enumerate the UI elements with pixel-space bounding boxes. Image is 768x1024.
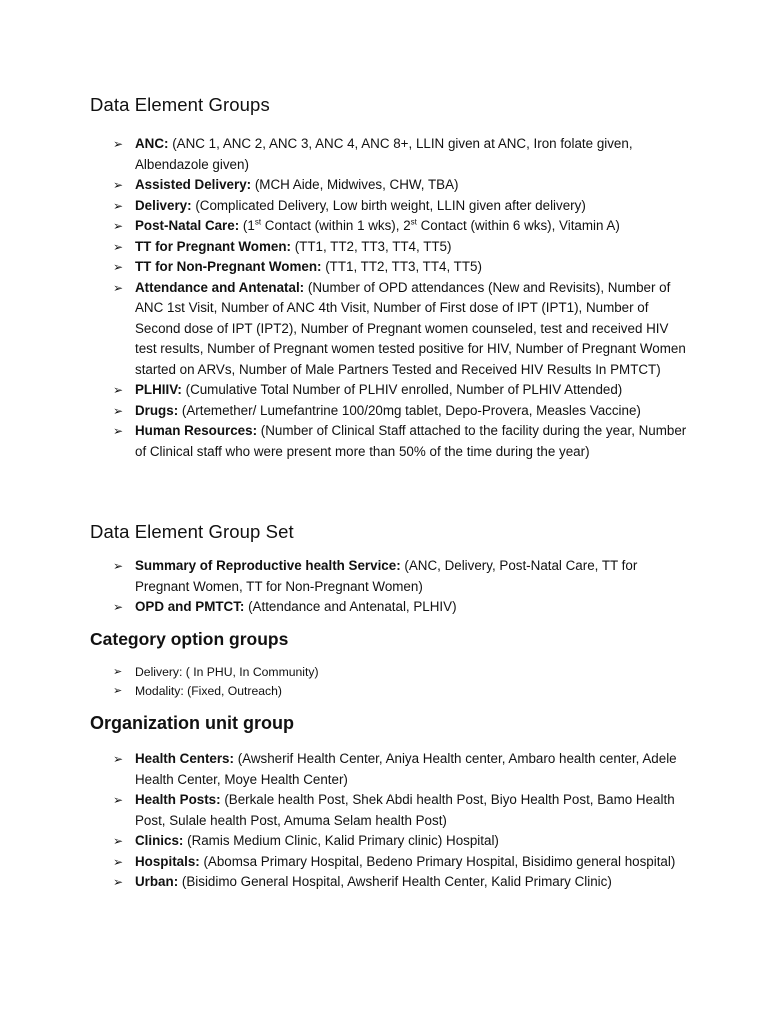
section-category-option-groups [90,629,690,701]
item-name: ANC: [135,136,169,151]
list-item [90,216,690,237]
list-item [90,237,690,258]
arrow-bullet-icon: ➢ [113,752,124,766]
item-name: TT for Non-Pregnant Women: [135,259,322,274]
item-desc: (TT1, TT2, TT3, TT4, TT5) [294,238,452,254]
item-desc: (Ramis Medium Clinic, Kalid Primary clinic) Hospital) [187,833,499,848]
arrow-bullet-icon: ➢ [113,280,124,295]
list-item [90,278,690,381]
heading-organization-unit-group: Organization unit group [90,713,294,733]
item-desc: (Artemether/ Lumefantrine 100/20mg tablet, Depo-Provera, Measles Vaccine) [181,402,641,418]
item-desc-part: Contact (within 6 wks), Vitamin A) [416,218,620,233]
superscript: st [254,217,262,227]
item-name: Hospitals: [135,853,200,869]
item-name: OPD and PMTCT: [135,599,245,614]
arrow-bullet-icon: ➢ [113,793,124,807]
list-item [90,682,690,701]
item-desc: (TT1, TT2, TT3, TT4, TT5) [325,259,482,274]
item-name: Attendance and Antenatal: [135,279,305,295]
arrow-bullet-icon: ➢ [113,685,123,697]
item-desc: (ANC, Delivery, Post-Natal Care, TT for Pregnant Women, TT for Non-Pregnant Women) [135,558,638,594]
item-name: Urban: [135,874,179,889]
arrow-bullet-icon: ➢ [113,559,124,573]
item-name: Summary of Reproductive health Service: [135,558,401,573]
item-name: Human Resources: [135,423,258,438]
arrow-bullet-icon: ➢ [113,666,123,678]
item-desc-part: Contact (within 1 wks), 2 [261,218,411,233]
item-desc: (Number of Clinical Staff attached to the facility during the year, Number of Clinical staff who were present more than 50% of the time during the year) [135,423,687,459]
arrow-bullet-icon: ➢ [113,198,124,213]
item-desc: (ANC 1, ANC 2, ANC 3, ANC 4, ANC 8+, LLIN given at ANC, Iron folate given, Albendazole given) [135,136,633,172]
list-item [90,831,690,852]
arrow-bullet-icon: ➢ [113,424,124,438]
item-name: PLHIIV: [135,382,182,397]
list-item [90,749,690,790]
item-desc: (Abomsa Primary Hospital, Bedeno Primary Hospital, Bisidimo general hospital) [203,853,676,869]
item-desc: (Cumulative Total Number of PLHIV enrolled, Number of PLHIV Attended) [185,382,623,397]
arrow-bullet-icon: ➢ [113,260,124,274]
arrow-bullet-icon: ➢ [113,239,124,254]
item-text: Delivery: ( In PHU, In Community) [135,665,319,679]
heading-data-element-groups: Data Element Groups [90,94,270,115]
list-item [90,257,690,278]
arrow-bullet-icon: ➢ [113,854,124,869]
item-desc-part: (1 [242,218,255,233]
list-item [90,556,690,597]
arrow-bullet-icon: ➢ [113,834,124,848]
list-item [90,196,690,217]
list-item [90,663,690,682]
section-organization-unit-group [90,713,690,893]
item-name: Post-Natal Care: [135,218,240,233]
list-item [90,790,690,831]
list-item [90,597,690,618]
item-name: TT for Pregnant Women: [135,238,291,254]
list-item [90,175,690,196]
list-item [90,401,690,422]
item-desc: (Awsherif Health Center, Aniya Health center, Ambaro health center, Adele Health Center, Moye Health Center) [135,751,677,787]
item-name: Clinics: [135,833,184,848]
item-desc: (Bisidimo General Hospital, Awsherif Health Center, Kalid Primary Clinic) [181,874,612,889]
item-name: Assisted Delivery: [135,177,252,192]
arrow-bullet-icon: ➢ [113,383,124,397]
section-data-element-group-set [90,521,690,618]
item-name: Drugs: [135,402,179,418]
arrow-bullet-icon: ➢ [113,137,124,151]
list-item [90,852,690,873]
section-data-element-groups [90,94,690,462]
arrow-bullet-icon: ➢ [113,178,124,192]
list-data-element-groups [90,134,690,462]
heading-data-element-group-set: Data Element Group Set [90,521,294,542]
item-text: Modality: (Fixed, Outreach) [135,684,282,698]
list-item [90,380,690,401]
list-item [90,134,690,175]
list-organization-unit-group [90,749,690,893]
item-desc: (Complicated Delivery, Low birth weight, LLIN given after delivery) [195,197,586,213]
list-item [90,872,690,893]
list-category-option-groups [90,663,690,701]
item-desc: (Number of OPD attendances (New and Revisits), Number of ANC 1st Visit, Number of ANC 4th Visit, Number of First dose of IPT (IPT1), Number of Second dose of IPT (IPT2), Number of Pregnant women counseled, test and received HIV test results, Number of Pregnant women tested positive for HIV, Number of Pregnant Women started on ARVs, Number of Male Partners Tested and Received HIV Results In PMTCT) [135,279,686,377]
list-data-element-group-set [90,556,690,618]
item-name: Delivery: [135,197,192,213]
heading-category-option-groups: Category option groups [90,629,289,649]
arrow-bullet-icon: ➢ [113,403,124,418]
item-name: Health Centers: [135,751,234,766]
arrow-bullet-icon: ➢ [113,875,124,889]
item-desc: (Berkale health Post, Shek Abdi health Post, Biyo Health Post, Bamo Health Post, Sulale health Post, Amuma Selam health Post) [135,792,675,828]
item-desc: (MCH Aide, Midwives, CHW, TBA) [254,177,459,192]
item-desc: (Attendance and Antenatal, PLHIV) [248,599,457,614]
arrow-bullet-icon: ➢ [113,600,124,614]
list-item [90,421,690,462]
item-name: Health Posts: [135,792,221,807]
arrow-bullet-icon: ➢ [113,219,124,233]
superscript: st [410,217,417,227]
